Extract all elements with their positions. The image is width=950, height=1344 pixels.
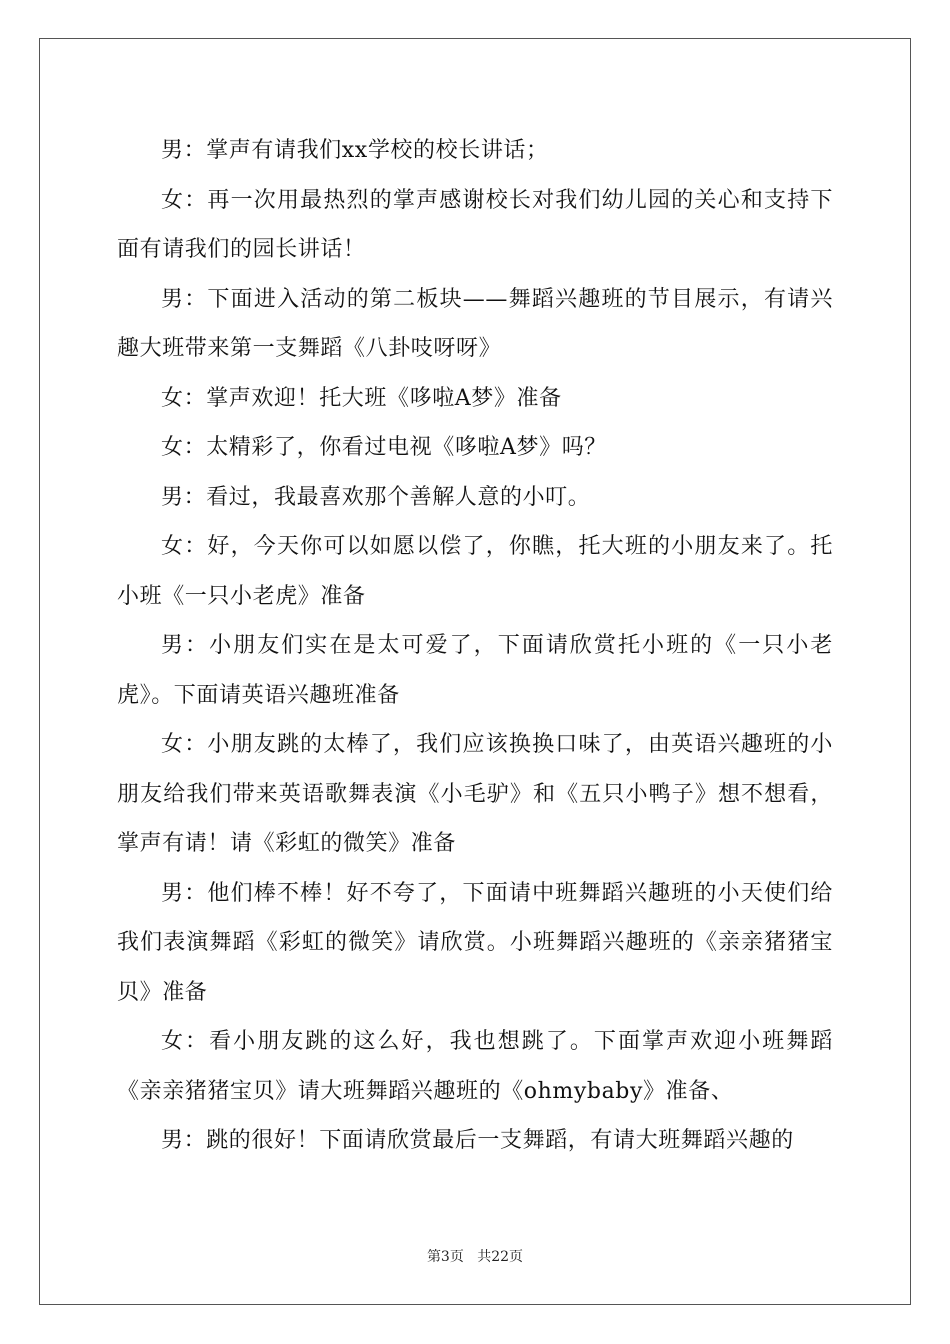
paragraph: 男：掌声有请我们xx学校的校长讲话； — [161, 138, 549, 163]
page-footer — [0, 1246, 950, 1266]
document-body — [117, 126, 833, 1166]
paragraph: 女：看小朋友跳的这么好，我也想跳了。下面掌声欢迎小班舞蹈《亲亲猪猪宝贝》请大班舞蹈兴趣班的《ohmybaby》准备、 — [117, 1029, 833, 1104]
paragraph: 女：好，今天你可以如愿以偿了，你瞧，托大班的小朋友来了。托小班《一只小老虎》准备 — [117, 534, 833, 609]
paragraph: 男：看过，我最喜欢那个善解人意的小叮。 — [161, 484, 591, 510]
paragraph: 男：下面进入活动的第二板块——舞蹈兴趣班的节目展示，有请兴趣大班带来第一支舞蹈《八卦吱呀呀》 — [117, 286, 833, 361]
total-pages: 共22页 — [477, 1249, 524, 1265]
paragraph: 女：掌声欢迎！托大班《哆啦A梦》准备 — [161, 385, 562, 411]
paragraph: 女：太精彩了，你看过电视《哆啦A梦》吗？ — [161, 435, 607, 460]
current-page-number: 第3页 — [426, 1249, 464, 1265]
paragraph: 女：小朋友跳的太棒了，我们应该换换口味了，由英语兴趣班的小朋友给我们带来英语歌舞表演《小毛驴》和《五只小鸭子》想不想看，掌声有请！请《彩虹的微笑》准备 — [117, 732, 833, 856]
paragraph: 男：他们棒不棒！好不夸了，下面请中班舞蹈兴趣班的小天使们给我们表演舞蹈《彩虹的微笑》请欣赏。小班舞蹈兴趣班的《亲亲猪猪宝贝》准备 — [117, 880, 833, 1005]
paragraph: 女：再一次用最热烈的掌声感谢校长对我们幼儿园的关心和支持下面有请我们的园长讲话！ — [117, 187, 833, 262]
paragraph: 男：小朋友们实在是太可爱了，下面请欣赏托小班的《一只小老虎》。下面请英语兴趣班准备 — [117, 633, 833, 708]
paragraph: 男：跳的很好！下面请欣赏最后一支舞蹈，有请大班舞蹈兴趣的 — [161, 1128, 794, 1153]
